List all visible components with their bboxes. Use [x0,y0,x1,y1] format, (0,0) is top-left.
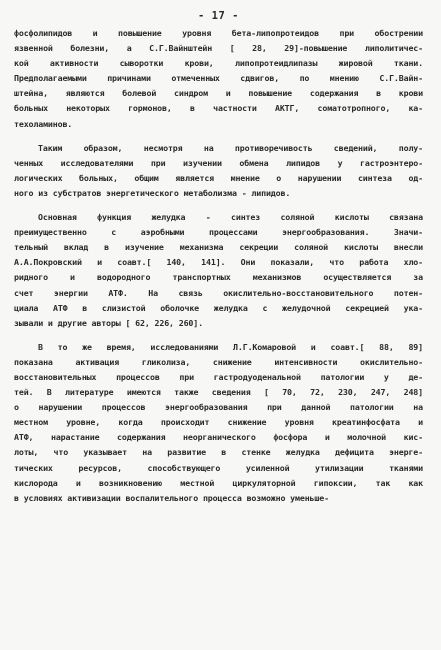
text-line: Предполагаемыми причинами отмеченных сдвигов, по мнению С.Г.Вайн- [14,73,423,84]
text-line: преимущественно с аэробными процессами энергообразования. Значи- [14,227,423,238]
text-line: А.А.Покровский и соавт.[ 140, 141]. Они показали, что работа хло- [14,257,423,268]
text-line: счет энергии АТФ. На связь окислительно-восстановительного потен- [14,287,423,298]
paragraph-gap [14,331,423,340]
text-line: фосфолипидов и повышение уровня бета-липопротеидов при обострении [14,28,423,38]
paragraph [14,210,423,331]
paragraph-gap [14,201,423,210]
text-line: язвенной болезни, а С.Г.Вайнштейн [ 28, 29]-повышение липолитичес- [14,43,423,54]
paragraph [14,26,423,132]
text-line: Основная функция желудка - синтез соляной кислоты связана [38,212,423,223]
text-line: тических ресурсов, способствующего усиленной утилизации тканями [14,462,423,473]
text-line: в условиях активизации воспалительного процесса возможно уменьше- [14,492,329,503]
text-line: тей. В литературе имеются также сведения [ 70, 72, 230, 247, 248] [14,387,423,398]
text-line: ридного и водородного транспортных механизмов осуществляется за [14,272,423,283]
paragraph [14,141,423,201]
text-line: циала АТФ в слизистой оболочке желудка с желудочной секрецией ука- [14,302,423,313]
text-line: техоламинов. [14,118,73,129]
paragraph-gap [14,132,423,141]
text-line: показана активация гликолиза, снижение интенсивности окислительно- [14,356,423,367]
paragraph [14,340,423,506]
text-line: штейна, являются болевой синдром и повышение содержания в крови [14,88,423,99]
document-body [14,26,423,506]
text-line: ного из субстратов энергетического метаболизма - липидов. [14,187,291,198]
text-line: логических больных, общим является мнение о нарушении синтеза од- [14,172,423,183]
text-line: Таким образом, несмотря на противоречивость сведений, полу- [38,142,423,153]
text-line: кислорода и возникновению местной циркуляторной гипоксии, так как [14,477,423,488]
text-line: тельный вклад в изучение механизма секреции соляной кислоты внесли [14,242,423,253]
page-number: - 17 - [198,10,239,22]
text-line: о нарушении процессов энергообразования при данной патологии на [14,402,423,413]
text-line: восстановительных процессов при гастродуоденальной патологии у де- [14,371,423,382]
text-line: зывали и другие авторы [ 62, 226, 260]. [14,317,203,328]
text-line: кой активности сыворотки крови, липопротеидлипазы жировой ткани. [14,58,423,69]
text-line: больных некоторых гормонов, в частности АКТГ, соматотропного, ка- [14,103,423,114]
text-line: АТФ, нарастание содержания неорганического фосфора и молочной кис- [14,432,423,443]
text-line: В то же время, исследованиями Л.Г.Комаровой и соавт.[ 88, 89] [38,341,423,352]
text-line: местном уровне, когда происходит снижение уровня креатинфосфата и [14,417,423,428]
text-line: лоты, что указывает на развитие в стенке желудка дефицита энерге- [14,447,423,458]
text-line: ченных исследователями при изучении обмена липидов у гастроэнтеро- [14,157,423,168]
